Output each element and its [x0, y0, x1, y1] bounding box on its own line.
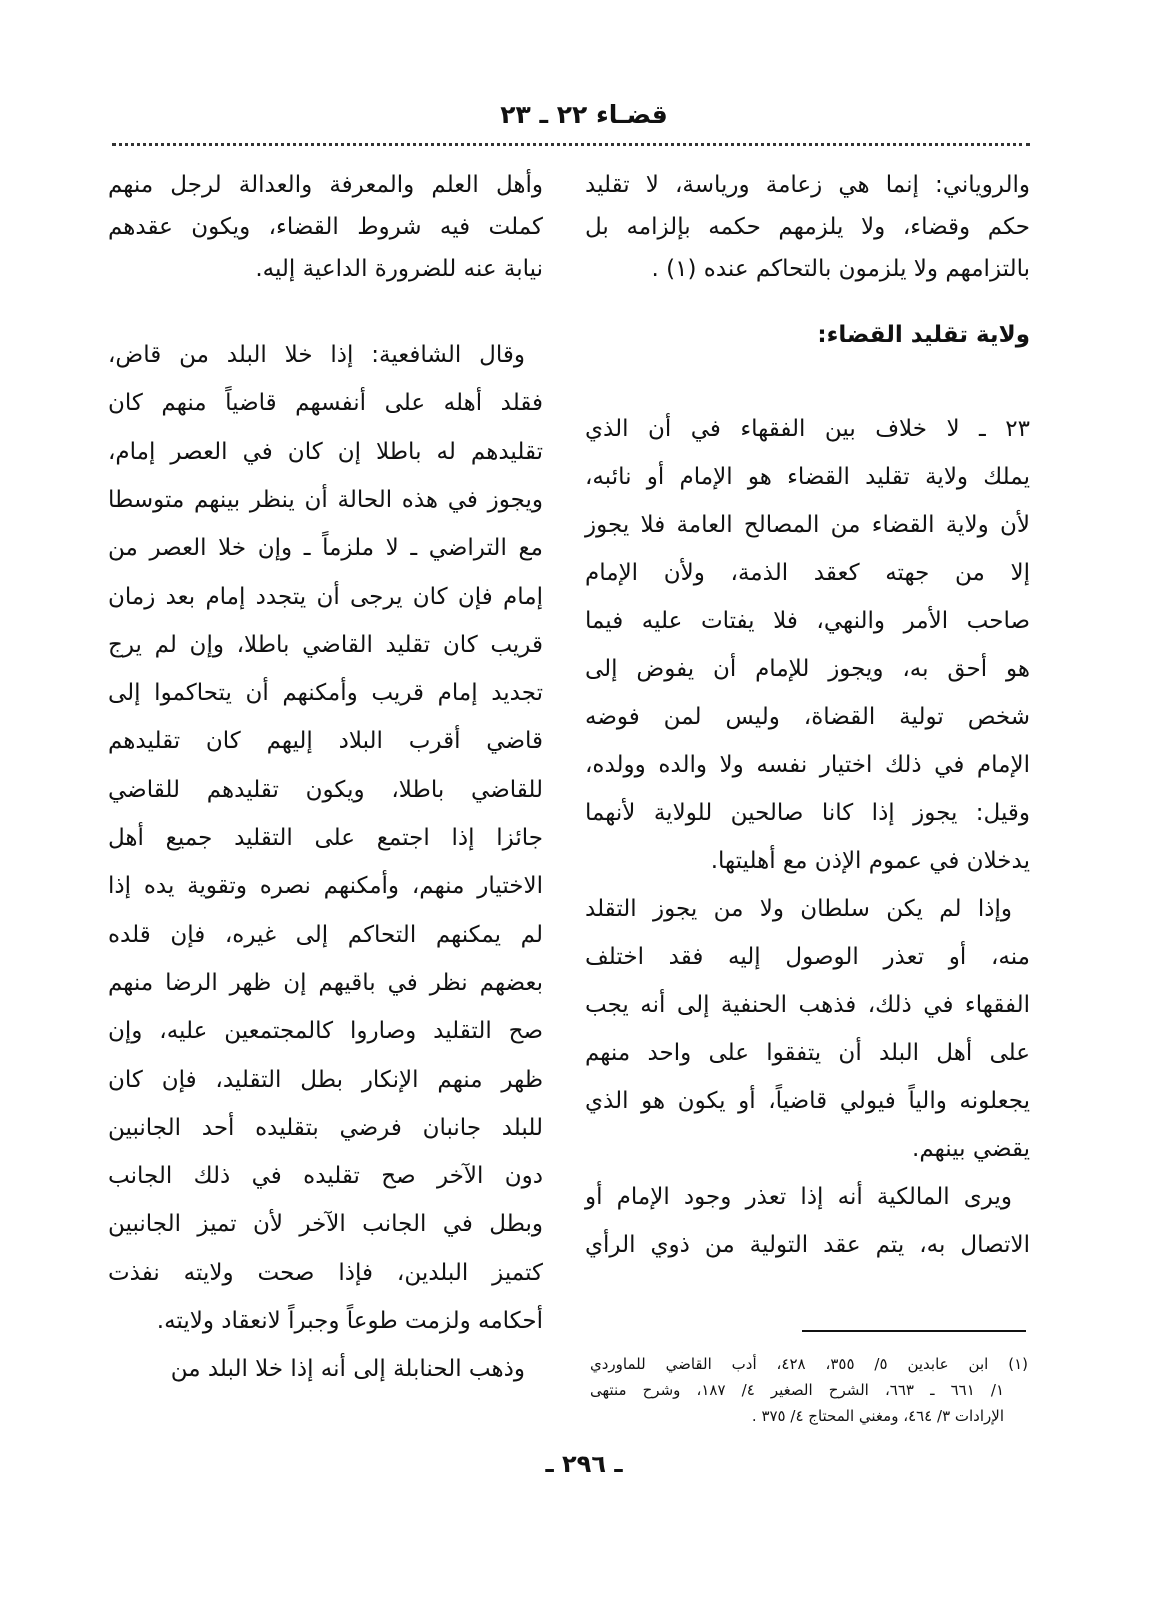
text-line: للبلد جانبان فرضي بتقليده أحد الجانبين: [108, 1114, 543, 1141]
text-line: منه، أو تعذر الوصول إليه فقد اختلف: [585, 944, 1030, 970]
header-dotted-divider: [112, 143, 1030, 146]
text-line: بالتزامهم ولا يلزمون بالتحاكم عنده (١) .: [651, 256, 1030, 282]
text-line: ٢٣ ـ لا خلاف بين الفقهاء في أن الذي: [585, 416, 1030, 442]
footnote-line: ١/ ٦٦١ ـ ٦٦٣، الشرح الصغير ٤/ ١٨٧، وشرح منتهى: [590, 1381, 1004, 1399]
text-line: على أهل البلد أن يتفقوا على واحد منهم: [585, 1040, 1030, 1066]
text-line: نيابة عنه للضرورة الداعية إليه.: [255, 256, 543, 282]
text-line: لم يمكنهم التحاكم إلى غيره، فإن قلده: [108, 921, 543, 948]
footnote-divider: [802, 1330, 1026, 1332]
text-line: وقيل: يجوز إذا كانا صالحين للولاية لأنهما: [585, 800, 1030, 826]
text-line: ويرى المالكية أنه إذا تعذر وجود الإمام أو: [585, 1184, 1012, 1210]
text-line: فقلد أهله على أنفسهم قاضياً منهم كان: [108, 390, 543, 417]
text-line: صح التقليد وصاروا كالمجتمعين عليه، وإن: [108, 1018, 543, 1045]
text-line: الاتصال به، يتم عقد التولية من ذوي الرأي: [585, 1232, 1030, 1258]
text-line: وبطل في الجانب الآخر لأن تميز الجانبين: [108, 1211, 543, 1238]
text-line: إلا من جهته كعقد الذمة، ولأن الإمام: [585, 560, 1030, 586]
text-line: شخص تولية القضاة، وليس لمن فوضه: [585, 704, 1030, 730]
text-line: ظهر منهم الإنكار بطل التقليد، فإن كان: [108, 1066, 543, 1093]
text-line: تقليدهم له باطلا إن كان في العصر إمام،: [108, 438, 543, 465]
text-line: الفقهاء في ذلك، فذهب الحنفية إلى أنه يجب: [585, 992, 1030, 1018]
page-number: ـ ٢٩٦ ـ: [545, 1450, 623, 1478]
footnote-line: (١) ابن عابدين ٥/ ٣٥٥، ٤٢٨، أدب القاضي للماوردي: [590, 1355, 1028, 1373]
text-line: إمام فإن كان يرجى أن يتجدد إمام بعد زمان: [108, 583, 543, 610]
text-line: يقضي بينهم.: [912, 1136, 1030, 1162]
text-line: كملت فيه شروط القضاء، ويكون عقدهم: [108, 214, 543, 240]
text-line: الإمام في ذلك اختيار نفسه ولا والده وولده،: [585, 752, 1030, 778]
text-line: يملك ولاية تقليد القضاء هو الإمام أو نائبه،: [585, 464, 1030, 490]
text-line: والروياني: إنما هي زعامة ورياسة، لا تقليد: [585, 172, 1030, 198]
text-line: هو أحق به، ويجوز للإمام أن يفوض إلى: [585, 656, 1030, 682]
text-line: قريب كان تقليد القاضي باطلا، وإن لم يرج: [108, 631, 543, 658]
text-line: يدخلان في عموم الإذن مع أهليتها.: [710, 848, 1030, 874]
text-line: للقاضي باطلا، ويكون تقليدهم للقاضي: [108, 776, 543, 803]
text-line: قاضي أقرب البلاد إليهم كان تقليدهم: [108, 728, 543, 755]
text-line: حكم وقضاء، ولا يلزمهم حكمه بإلزامه بل: [585, 214, 1030, 240]
text-line: جائزا إذا اجتمع على التقليد جميع أهل: [108, 825, 543, 851]
text-line: صاحب الأمر والنهي، فلا يفتات عليه فيما: [585, 608, 1030, 634]
section-heading: ولاية تقليد القضاء:: [817, 322, 1030, 348]
text-line: وذهب الحنابلة إلى أنه إذا خلا البلد من: [170, 1356, 525, 1383]
text-line: بعضهم نظر في باقيهم إن ظهر الرضا منهم: [108, 969, 543, 996]
text-line: لأن ولاية القضاء من المصالح العامة فلا يجوز: [585, 512, 1030, 538]
text-line: دون الآخر صح تقليده في ذلك الجانب: [108, 1163, 543, 1190]
text-line: أحكامه ولزمت طوعاً وجبراً لانعقاد ولايته.: [156, 1308, 543, 1334]
text-line: وقال الشافعية: إذا خلا البلد من قاض،: [108, 342, 525, 368]
footnote-line: الإرادات ٣/ ٤٦٤، ومغني المحتاج ٤/ ٣٧٥ .: [751, 1407, 1004, 1425]
text-line: تجديد إمام قريب وأمكنهم أن يتحاكموا إلى: [108, 680, 543, 707]
text-line: يجعلونه والياً فيولي قاضياً، أو يكون هو الذي: [585, 1088, 1030, 1114]
text-line: مع التراضي ـ لا ملزماً ـ وإن خلا العصر من: [108, 535, 543, 562]
text-line: كتميز البلدين، فإذا صحت ولايته نفذت: [108, 1259, 543, 1286]
text-line: وأهل العلم والمعرفة والعدالة لرجل منهم: [108, 172, 543, 198]
running-header: قضـاء ٢٢ ـ ٢٣: [500, 100, 668, 129]
text-line: الاختيار منهم، وأمكنهم نصره وتقوية يده إذا: [108, 873, 543, 900]
text-line: وإذا لم يكن سلطان ولا من يجوز التقلد: [585, 896, 1012, 922]
text-line: ويجوز في هذه الحالة أن ينظر بينهم متوسطا: [108, 486, 543, 513]
